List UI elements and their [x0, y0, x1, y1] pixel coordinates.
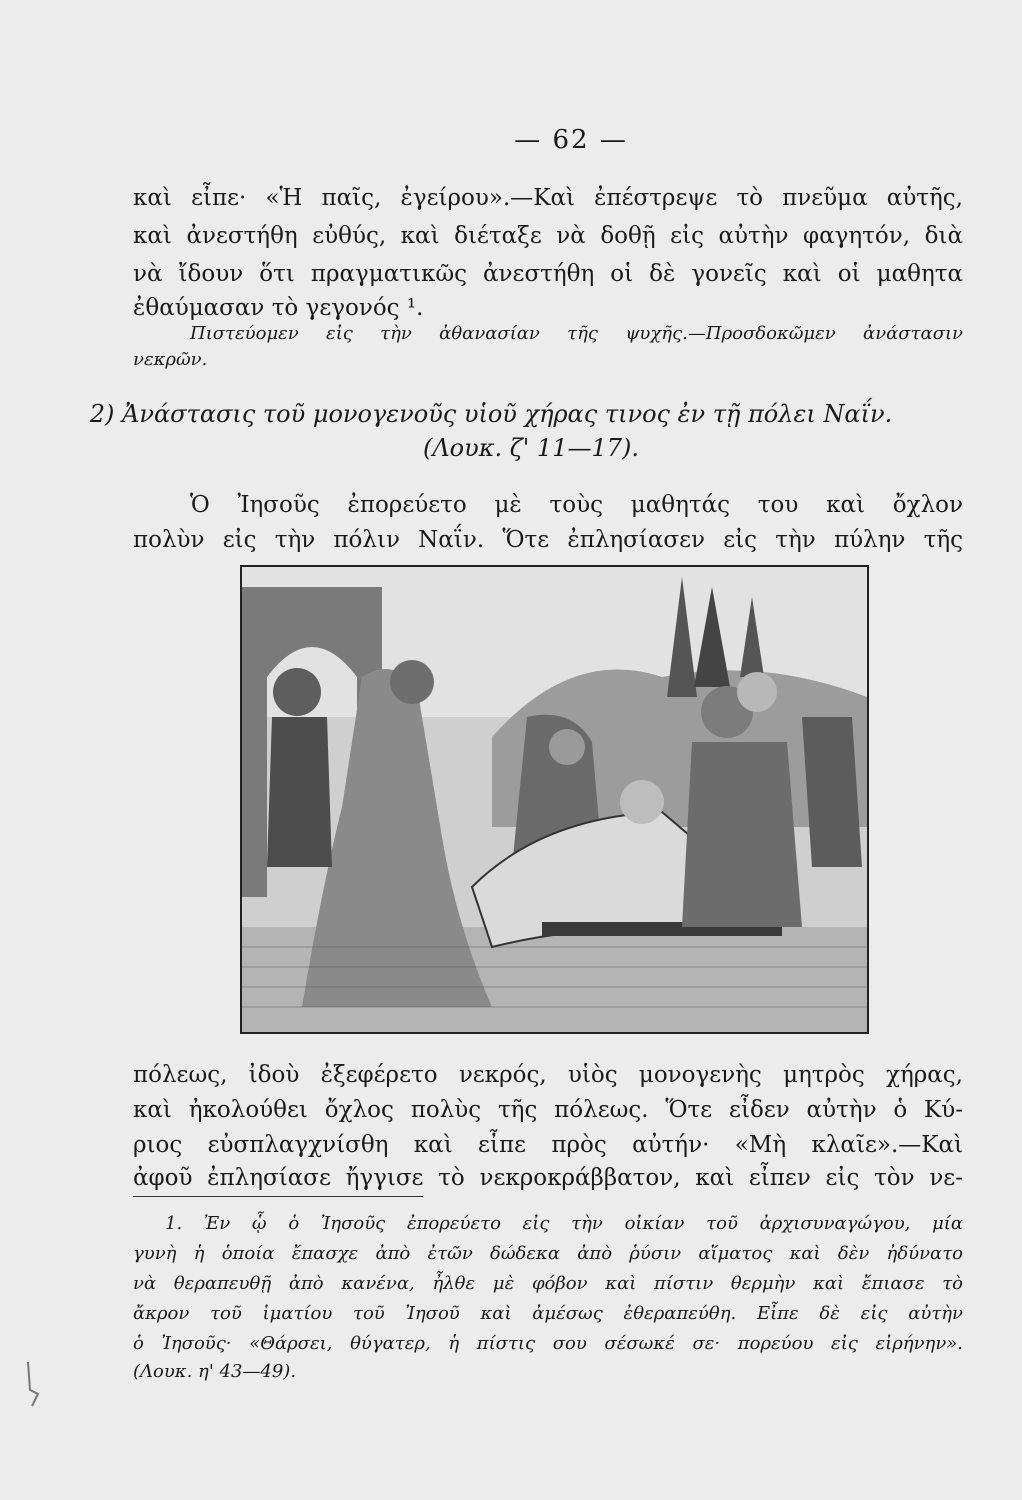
paragraph-line: καὶ ἀνεστήθη εὐθύς, καὶ διέταξε νὰ δοθῇ εἰς αὐτὴν φαγητόν, διὰ	[133, 223, 963, 249]
paragraph-line: καὶ ἠκολούθει ὄχλος πολὺς τῆς πόλεως. Ὅτε εἶδεν αὐτὴν ὁ Κύ-	[133, 1097, 963, 1123]
footnote-line: 1. Ἐν ᾧ ὁ Ἰησοῦς ἐπορεύετο εἰς τὴν οἰκίαν τοῦ ἀρχισυναγώγου, μία	[165, 1213, 963, 1234]
footnote-line: ἄκρον τοῦ ἱματίου τοῦ Ἰησοῦ καὶ ἀμέσως ἐθεραπεύθη. Εἶπε δὲ εἰς αὐτὴν	[133, 1303, 963, 1324]
section-heading: 2) Ἀνάστασις τοῦ μονογενοῦς υἱοῦ χήρας τινος ἐν τῇ πόλει Ναΐν.	[89, 400, 893, 428]
paragraph-line: ριος εὐσπλαγχνίσθη καὶ εἶπε πρὸς αὐτήν· «Μὴ κλαῖε».—Καὶ	[133, 1132, 963, 1158]
paragraph-line: πολὺν εἰς τὴν πόλιν Ναΐν. Ὅτε ἐπλησίασεν εἰς τὴν πύλην τῆς	[133, 527, 963, 553]
footnote-line: νὰ θεραπευθῇ ἀπὸ κανένα, ἦλθε μὲ φόβον καὶ πίστιν θερμὴν καὶ ἔπιασε τὸ	[133, 1273, 963, 1294]
footnote-divider	[133, 1196, 423, 1197]
engraving-illustration	[240, 565, 869, 1034]
footnote-line: ὁ Ἰησοῦς· «Θάρσει, θύγατερ, ἡ πίστις σου σέσωκέ σε· πορεύου εἰς εἰρήνην».	[133, 1333, 963, 1354]
paragraph-line: πόλεως, ἰδοὺ ἐξεφέρετο νεκρός, υἱὸς μονογενὴς μητρὸς χήρας,	[133, 1062, 963, 1088]
footnote-line: γυνὴ ἡ ὁποία ἔπασχε ἀπὸ ἐτῶν δώδεκα ἀπὸ ῥύσιν αἵματος καὶ δὲν ἠδύνατο	[133, 1243, 963, 1264]
pencil-mark	[24, 1360, 44, 1410]
section-reference: (Λουκ. ζ' 11—17).	[422, 434, 640, 462]
paragraph-line: ἐθαύμασαν τὸ γεγονός ¹.	[133, 295, 424, 321]
paragraph-line: καὶ εἶπε· «Ἡ παῖς, ἐγείρου».—Καὶ ἐπέστρεψε τὸ πνεῦμα αὐτῆς,	[133, 185, 963, 211]
paragraph-line: νὰ ἴδουν ὅτι πραγματικῶς ἀνεστήθη οἱ δὲ γονεῖς καὶ οἱ μαθητα	[133, 261, 963, 287]
footnote-line: (Λουκ. η' 43—49).	[133, 1361, 297, 1382]
paragraph-line: ἀφοῦ ἐπλησίασε ἤγγισε τὸ νεκροκράββατον, καὶ εἶπεν εἰς τὸν νε-	[133, 1165, 963, 1191]
lesson-line: νεκρῶν.	[133, 349, 208, 370]
page-number: — 62 —	[514, 125, 628, 155]
lesson-line: Πιστεύομεν εἰς τὴν ἀθανασίαν τῆς ψυχῆς.—Προσδοκῶμεν ἀνάστασιν	[190, 323, 963, 344]
paragraph-line: Ὁ Ἰησοῦς ἐπορεύετο μὲ τοὺς μαθητάς του καὶ ὄχλον	[190, 492, 963, 518]
